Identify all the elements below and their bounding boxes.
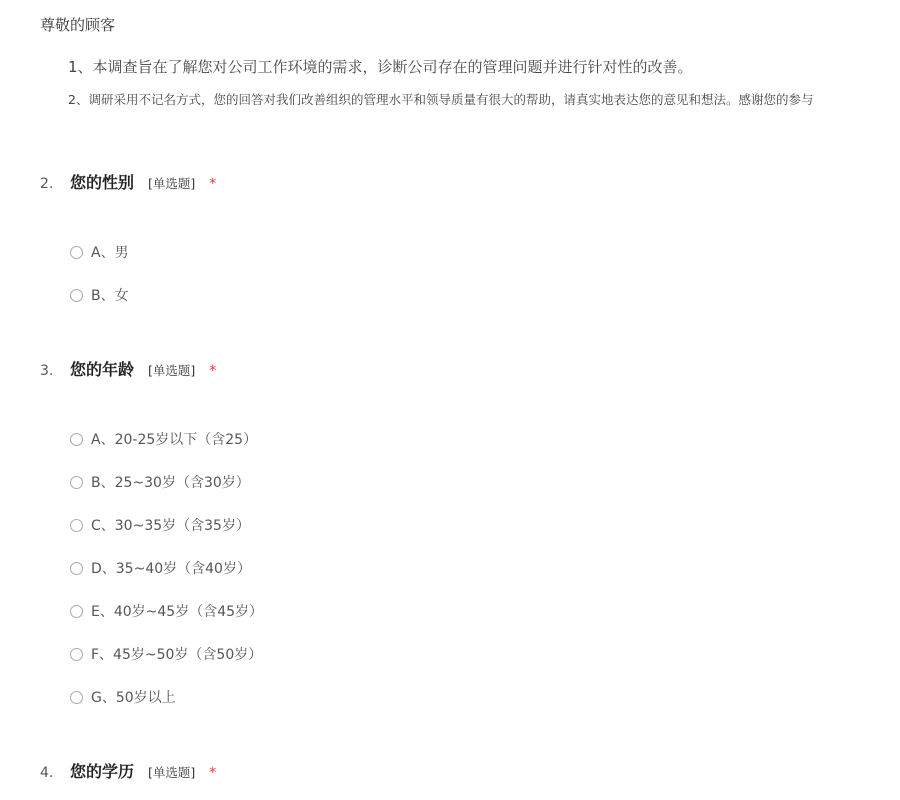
option-label: F、45岁~50岁（含50岁）: [91, 647, 263, 663]
question-number: 4.: [40, 765, 54, 781]
question-type: [单选题]: [148, 363, 196, 378]
radio-button[interactable]: [70, 562, 83, 575]
option-label: B、女: [91, 288, 129, 304]
option-label: E、40岁~45岁（含45岁）: [91, 604, 264, 620]
radio-button[interactable]: [70, 433, 83, 446]
option-label: C、30~35岁（含35岁）: [91, 518, 250, 534]
radio-button[interactable]: [70, 691, 83, 704]
option-age-b[interactable]: [70, 472, 250, 492]
intro-greeting: 尊敬的顾客: [40, 16, 116, 34]
question-header: [40, 759, 880, 783]
option-label: G、50岁以上: [91, 690, 176, 706]
option-age-a[interactable]: [70, 429, 257, 449]
question-number: 2.: [40, 176, 54, 192]
question-age: [40, 357, 880, 706]
question-title: 您的性别: [70, 173, 135, 192]
radio-button[interactable]: [70, 605, 83, 618]
question-education: [40, 759, 880, 783]
option-age-c[interactable]: [70, 515, 250, 535]
required-marker: *: [209, 176, 217, 192]
required-marker: *: [209, 363, 217, 379]
option-age-e[interactable]: [70, 601, 263, 621]
question-number: 3.: [40, 363, 54, 379]
question-gender: [40, 170, 880, 304]
question-header: [40, 170, 880, 194]
option-label: D、35~40岁（含40岁）: [91, 561, 251, 577]
question-type: [单选题]: [148, 176, 196, 191]
option-age-d[interactable]: [70, 558, 251, 578]
radio-button[interactable]: [70, 289, 83, 302]
required-marker: *: [209, 765, 217, 781]
intro-line-1: 1、本调查旨在了解您对公司工作环境的需求，诊断公司存在的管理问题并进行针对性的改善。: [68, 58, 693, 76]
option-label: A、20-25岁以下（含25）: [91, 432, 258, 448]
intro-line-2: 2、调研采用不记名方式，您的回答对我们改善组织的管理水平和领导质量有很大的帮助，请真实地表达您的意见和想法。感谢您的参与: [68, 92, 814, 107]
option-label: A、男: [91, 245, 129, 261]
option-age-f[interactable]: [70, 644, 262, 664]
radio-button[interactable]: [70, 519, 83, 532]
radio-button[interactable]: [70, 648, 83, 661]
question-title: 您的年龄: [70, 360, 135, 379]
question-type: [单选题]: [148, 765, 196, 780]
question-header: [40, 357, 880, 381]
radio-button[interactable]: [70, 246, 83, 259]
option-age-g[interactable]: [70, 687, 176, 707]
option-label: B、25~30岁（含30岁）: [91, 475, 250, 491]
radio-button[interactable]: [70, 476, 83, 489]
option-female[interactable]: [70, 285, 129, 305]
question-title: 您的学历: [70, 762, 135, 781]
option-male[interactable]: [70, 242, 129, 262]
